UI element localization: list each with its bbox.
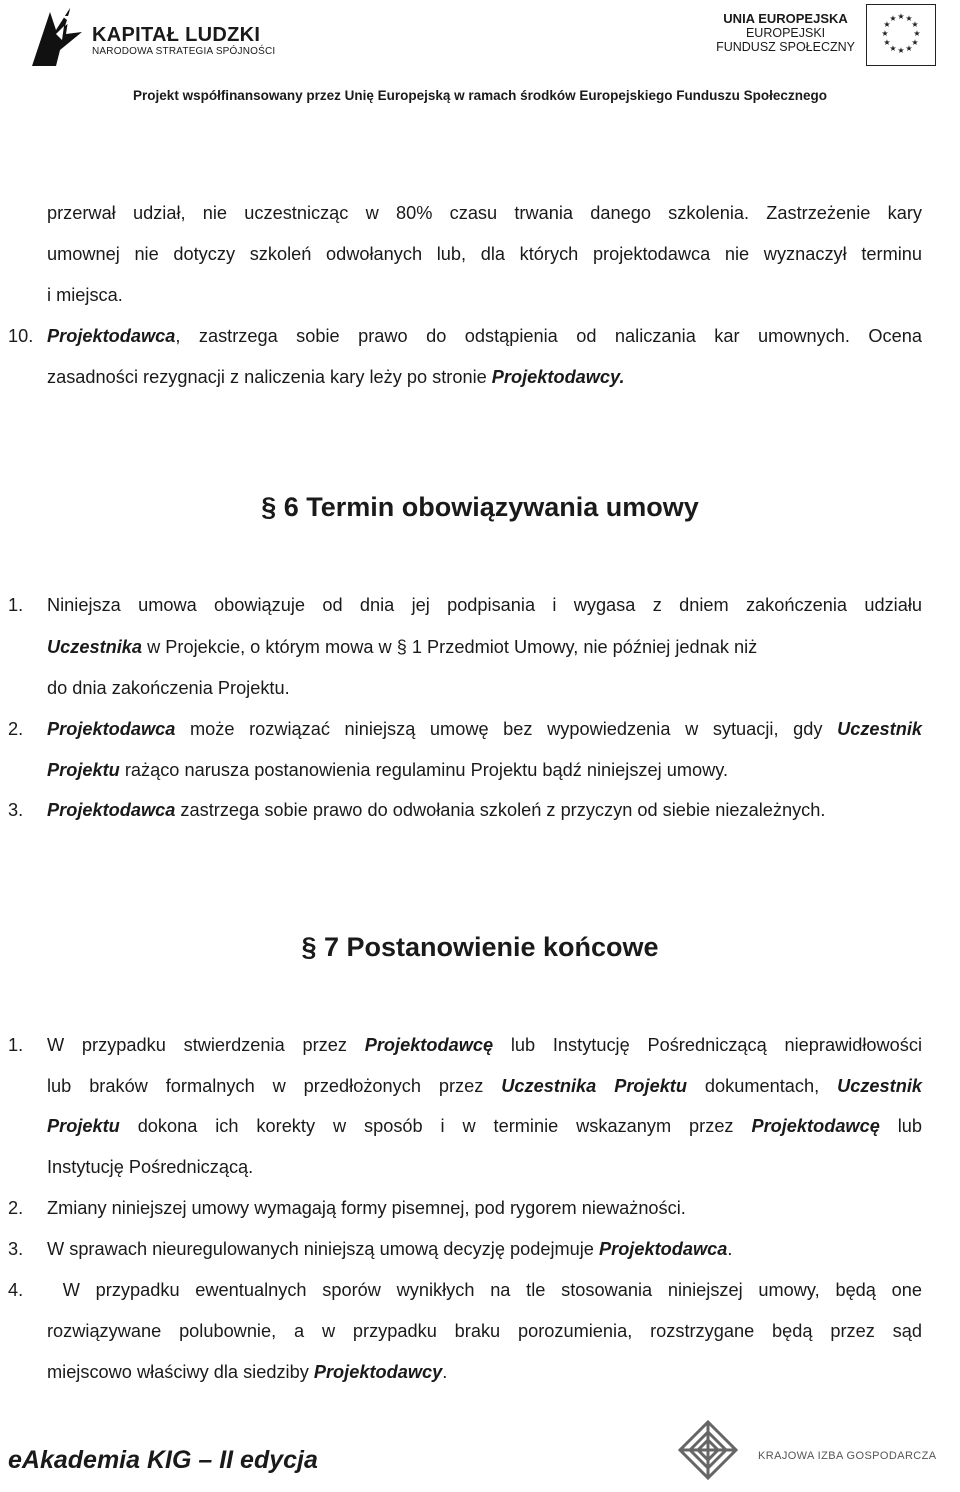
text: w Projekcie, o którym mowa w § 1 Przedmiot Umowy, nie później jednak niż xyxy=(142,637,758,657)
cofinanced-note: Projekt współfinansowany przez Unię Europejską w ramach środków Europejskiego Funduszu Społecznego xyxy=(133,88,827,103)
paragraph-line: przerwał udział, nie uczestnicząc w 80% czasu trwania danego szkolenia. Zastrzeżenie kary xyxy=(47,203,922,223)
term: Projektu xyxy=(47,1116,120,1136)
text: zastrzega sobie prawo do odwołania szkoleń z przyczyn od siebie niezależnych. xyxy=(175,800,826,820)
term: Projektodawcy. xyxy=(491,367,625,387)
kapital-ludzki-subtitle: NARODOWA STRATEGIA SPÓJNOŚCI xyxy=(92,46,276,57)
paragraph-line xyxy=(47,1075,922,1097)
text: lub xyxy=(879,1116,922,1136)
text: , zastrzega sobie prawo do odstąpienia od naliczania kar umownych. Ocena xyxy=(175,326,922,346)
paragraph-line: i miejsca. xyxy=(47,285,123,305)
list-item xyxy=(47,799,922,821)
term: Uczestnika xyxy=(47,637,143,657)
list-number: 4. xyxy=(8,1280,24,1300)
text: rażąco narusza postanowienia regulaminu Projektu bądź niniejszej umowy. xyxy=(119,760,729,780)
paragraph-line xyxy=(47,759,922,781)
svg-text:★: ★ xyxy=(913,29,921,38)
list-item xyxy=(47,1238,922,1260)
term: Projektu xyxy=(47,760,120,780)
text: . xyxy=(727,1239,733,1259)
eu-label xyxy=(716,12,855,54)
list-number: 1. xyxy=(8,595,24,615)
kig-logo-icon xyxy=(676,1418,740,1482)
list-item: Niniejsza umowa obowiązuje od dnia jej podpisania i wygasa z dniem zakończenia udziału xyxy=(47,595,922,615)
term: Projektodawcy xyxy=(313,1362,443,1382)
eu-line3: FUNDUSZ SPOŁECZNY xyxy=(716,40,855,54)
list-item xyxy=(47,718,922,740)
paragraph-line: Instytucję Pośredniczącą. xyxy=(47,1157,254,1177)
term: Projektodawca xyxy=(47,719,176,739)
section-heading: § 7 Postanowienie końcowe xyxy=(301,932,659,962)
text: . xyxy=(442,1362,448,1382)
paragraph-line xyxy=(47,366,922,388)
text: lub braków formalnych w przedłożonych przez xyxy=(47,1076,502,1096)
list-item xyxy=(47,1034,922,1056)
text: W przypadku stwierdzenia przez xyxy=(47,1035,365,1055)
svg-text:★: ★ xyxy=(883,20,891,29)
eu-line2: EUROPEJSKI xyxy=(745,26,826,40)
svg-text:★: ★ xyxy=(905,44,913,53)
paragraph-line: umownej nie dotyczy szkoleń odwołanych lub, dla których projektodawca nie wyznaczył terminu xyxy=(47,244,922,264)
svg-text:★: ★ xyxy=(897,46,905,55)
section-heading: § 6 Termin obowiązywania umowy xyxy=(261,492,699,522)
term: Projektodawca xyxy=(47,800,176,820)
term: Projektodawca xyxy=(47,326,176,346)
kapital-ludzki-logo-icon xyxy=(26,4,86,70)
eu-line1: UNIA EUROPEJSKA xyxy=(723,11,848,26)
svg-text:★: ★ xyxy=(883,38,891,47)
term: Projektodawcę xyxy=(751,1116,880,1136)
text: dokumentach, xyxy=(686,1076,838,1096)
paragraph-line: do dnia zakończenia Projektu. xyxy=(47,678,290,698)
kig-name: KRAJOWA IZBA GOSPODARCZA xyxy=(758,1450,937,1462)
list-number: 2. xyxy=(8,1198,24,1218)
paragraph-line xyxy=(47,1361,922,1383)
text: dokona ich korekty w sposób i w terminie wskazanym przez xyxy=(119,1116,752,1136)
list-number: 10. xyxy=(8,326,34,346)
svg-text:★: ★ xyxy=(911,38,919,47)
list-number: 1. xyxy=(8,1035,24,1055)
text: zasadności rezygnacji z naliczenia kary leży po stronie xyxy=(47,367,492,387)
kapital-ludzki-title: KAPITAŁ LUDZKI xyxy=(92,24,261,46)
term: Projektodawcę xyxy=(364,1035,494,1055)
list-number: 3. xyxy=(8,800,24,820)
svg-text:★: ★ xyxy=(911,20,919,29)
eu-flag-icon xyxy=(866,4,936,66)
term: Uczestnika Projektu xyxy=(501,1076,687,1096)
svg-text:★: ★ xyxy=(889,14,897,23)
svg-text:★: ★ xyxy=(905,14,913,23)
paragraph-line xyxy=(47,636,922,658)
list-item xyxy=(47,325,922,347)
term: Uczestnik xyxy=(837,719,922,739)
paragraph-line: rozwiązywane polubownie, a w przypadku braku porozumienia, rozstrzygane będą przez sąd xyxy=(47,1321,922,1341)
text: może rozwiązać niniejszą umowę bez wypowiedzenia w sytuacji, gdy xyxy=(175,719,838,739)
svg-text:★: ★ xyxy=(889,44,897,53)
page-header xyxy=(0,0,960,110)
paragraph-line xyxy=(47,1115,922,1137)
text: W sprawach nieuregulowanych niniejszą umową decyzję podejmuje xyxy=(47,1239,599,1259)
svg-text:★: ★ xyxy=(897,12,905,21)
term: Uczestnik xyxy=(837,1076,922,1096)
svg-text:★: ★ xyxy=(881,29,889,38)
text: lub Instytucję Pośredniczącą nieprawidłowości xyxy=(493,1035,922,1055)
list-number: 2. xyxy=(8,719,24,739)
footer-title: eAkademia KIG – II edycja xyxy=(8,1446,318,1474)
list-item: W przypadku ewentualnych sporów wynikłych na tle stosowania niniejszej umowy, będą one xyxy=(47,1280,922,1300)
text: miejscowo właściwy dla siedziby xyxy=(47,1362,314,1382)
list-number: 3. xyxy=(8,1239,24,1259)
list-item: Zmiany niniejszej umowy wymagają formy pisemnej, pod rygorem nieważności. xyxy=(47,1198,686,1218)
term: Projektodawca xyxy=(598,1239,728,1259)
